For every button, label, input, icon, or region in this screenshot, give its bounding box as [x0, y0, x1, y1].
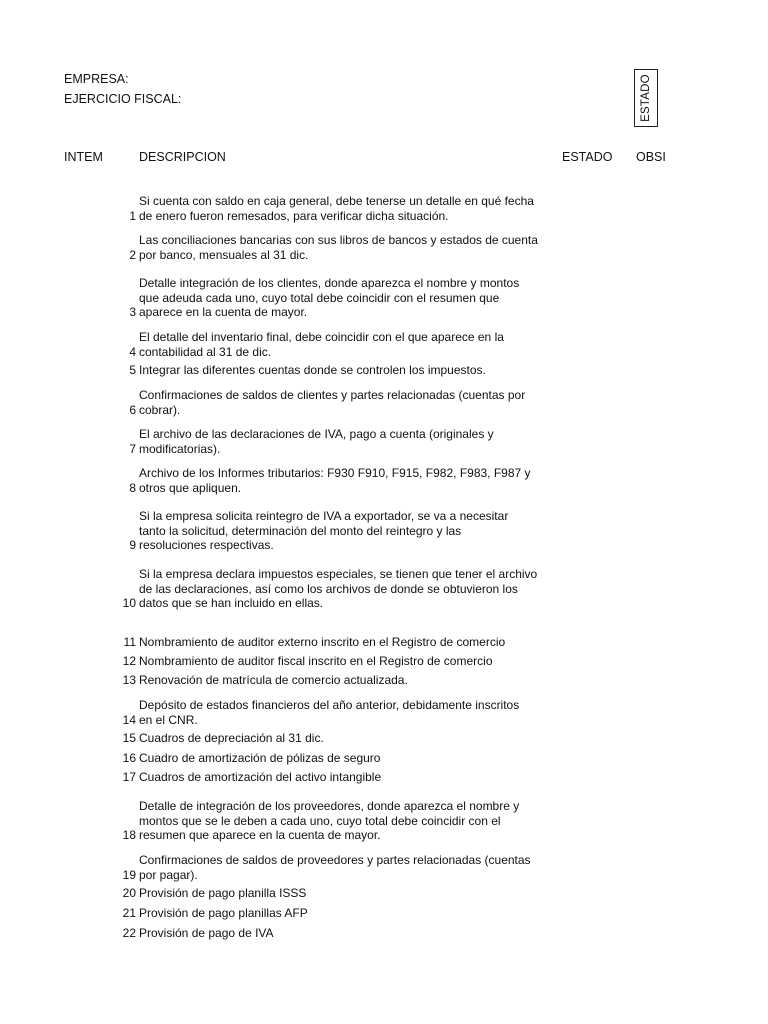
row-number: 17: [122, 770, 136, 784]
ejercicio-fiscal-label: EJERCICIO FISCAL:: [64, 92, 182, 106]
row-description-line: contabilidad al 31 de dic.: [139, 344, 272, 359]
row-number: 7: [129, 441, 136, 456]
row-description-line: en el CNR.: [139, 712, 198, 727]
row-description-line: tanto la solicitud, determinación del monto del reintegro y las: [139, 523, 462, 538]
row-description-line: Integrar las diferentes cuentas donde se controlen los impuestos.: [139, 363, 486, 377]
row-description-line: aparece en la cuenta de mayor.: [139, 305, 308, 320]
row-description-line: Provisión de pago planilla ISSS: [139, 886, 307, 900]
row-number: 6: [129, 402, 136, 417]
row-description-line: de enero fueron remesados, para verificar dicha situación.: [139, 208, 449, 223]
row-number: 10: [122, 596, 136, 611]
row-number: 4: [129, 344, 136, 359]
row-description-line: Provisión de pago de IVA: [139, 926, 274, 940]
column-header-item: INTEM: [64, 150, 103, 164]
row-number: 3: [129, 305, 136, 320]
row-number: 22: [122, 926, 136, 940]
row-description-line: de las declaraciones, así como los archivos de donde se obtuvieron los: [139, 581, 518, 596]
column-header-observaciones: OBSI: [636, 150, 666, 164]
empresa-label: EMPRESA:: [64, 72, 129, 86]
row-description-line: Confirmaciones de saldos de clientes y partes relacionadas (cuentas por: [139, 388, 526, 402]
row-description-line: Si cuenta con saldo en caja general, debe tenerse un detalle en qué fecha: [139, 194, 534, 208]
row-description-line: Detalle de integración de los proveedores, donde aparezca el nombre y: [139, 799, 520, 813]
row-number: 21: [122, 906, 136, 920]
row-description-line: por pagar).: [139, 867, 198, 882]
column-header-descripcion: DESCRIPCION: [139, 150, 226, 164]
row-number: 8: [129, 480, 136, 495]
row-description-line: Cuadros de depreciación al 31 dic.: [139, 731, 324, 745]
row-number: 11: [123, 635, 136, 649]
estado-vertical-box: [634, 69, 658, 127]
estado-vertical-label: ESTADO: [640, 74, 652, 122]
row-description-line: Nombramiento de auditor externo inscrito en el Registro de comercio: [139, 635, 506, 649]
row-description-line: Archivo de los Informes tributarios: F930 F910, F915, F982, F983, F987 y: [139, 466, 531, 480]
row-number: 1: [129, 208, 136, 223]
row-description-line: Cuadro de amortización de pólizas de seguro: [139, 751, 381, 765]
row-description-line: resumen que aparece en la cuenta de mayor.: [139, 828, 381, 843]
row-description-line: Si la empresa declara impuestos especiales, se tienen que tener el archivo: [139, 567, 538, 581]
row-description-line: El archivo de las declaraciones de IVA, pago a cuenta (originales y: [139, 427, 494, 441]
row-description-line: modificatorias).: [139, 441, 221, 456]
row-description-line: Confirmaciones de saldos de proveedores y partes relacionadas (cuentas: [139, 853, 531, 867]
row-description-line: que adeuda cada uno, cuyo total debe coincidir con el resumen que: [139, 290, 500, 305]
row-description-line: Las conciliaciones bancarias con sus libros de bancos y estados de cuenta: [139, 233, 538, 247]
row-description-line: Si la empresa solicita reintegro de IVA a exportador, se va a necesitar: [139, 509, 509, 523]
row-description-line: Cuadros de amortización del activo intangible: [139, 770, 382, 784]
row-number: 5: [129, 363, 136, 377]
column-header-estado: ESTADO: [562, 150, 613, 164]
row-number: 12: [122, 654, 136, 668]
row-description-line: montos que se le deben a cada uno, cuyo total debe coincidir con el: [139, 813, 501, 828]
row-description-line: resoluciones respectivas.: [139, 538, 274, 553]
row-description-line: Nombramiento de auditor fiscal inscrito en el Registro de comercio: [139, 654, 493, 668]
row-number: 20: [122, 886, 136, 900]
row-description-line: datos que se han incluido en ellas.: [139, 596, 324, 611]
row-description-line: Renovación de matrícula de comercio actualizada.: [139, 673, 408, 687]
row-number: 13: [122, 673, 136, 687]
row-description-line: El detalle del inventario final, debe coincidir con el que aparece en la: [139, 330, 504, 344]
row-number: 2: [129, 247, 136, 262]
row-description-line: Detalle integración de los clientes, donde aparezca el nombre y montos: [139, 276, 520, 290]
row-description-line: Depósito de estados financieros del año anterior, debidamente inscritos: [139, 698, 520, 712]
row-number: 19: [122, 867, 136, 882]
row-description-line: otros que apliquen.: [139, 480, 242, 495]
row-number: 14: [122, 712, 136, 727]
row-description-line: por banco, mensuales al 31 dic.: [139, 247, 309, 262]
row-description-line: Provisión de pago planillas AFP: [139, 906, 308, 920]
row-description-line: cobrar).: [139, 402, 181, 417]
row-number: 16: [122, 751, 136, 765]
row-number: 18: [122, 828, 136, 843]
row-number: 15: [122, 731, 136, 745]
row-number: 9: [129, 538, 136, 553]
